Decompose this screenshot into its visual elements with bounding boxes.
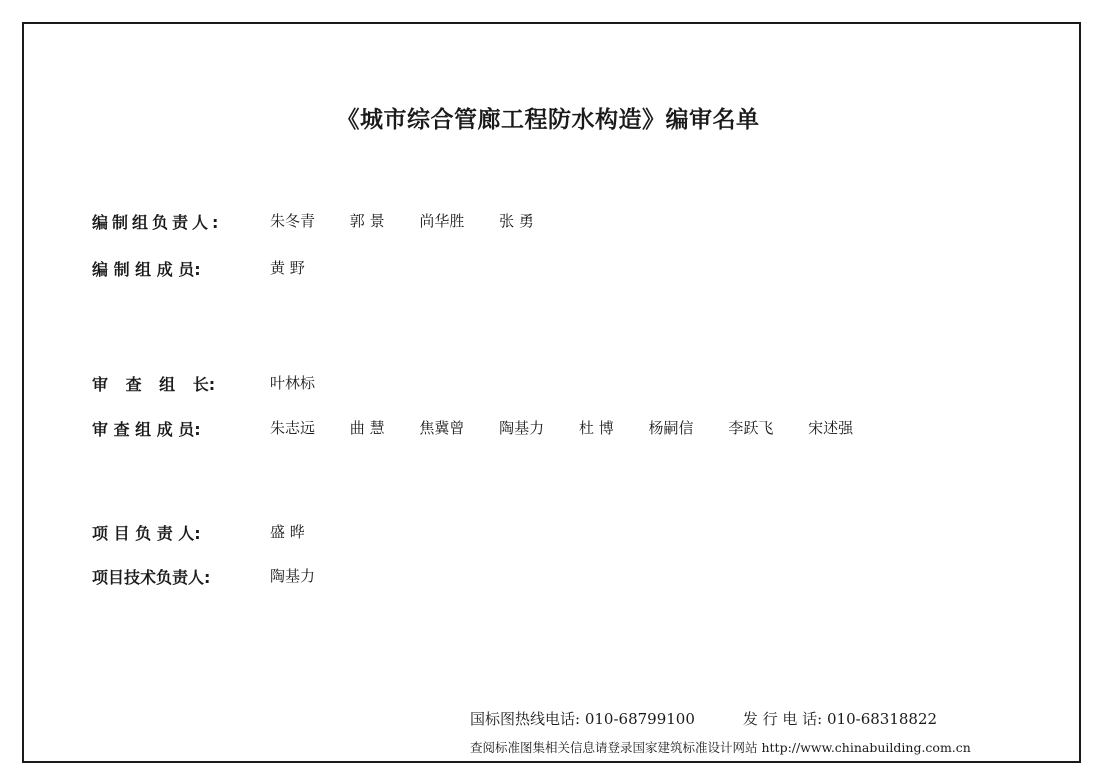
issue-phone-label: 发 行 电 话:	[742, 710, 823, 728]
name: 曲 慧	[349, 419, 385, 437]
issue-phone-number: 010-68318822	[827, 710, 938, 728]
hotline-text: 国标图热线电话: 010-68799100	[470, 710, 695, 728]
name: 朱志远	[270, 419, 316, 437]
label-project-tech-lead: 项目技术负责人:	[92, 568, 211, 587]
name: 杜 博	[578, 419, 614, 437]
name: 尚华胜	[419, 212, 465, 230]
name: 盛 晔	[270, 523, 305, 541]
name: 杨嗣信	[648, 419, 694, 437]
name: 黄 野	[270, 259, 305, 277]
name: 陶基力	[270, 567, 316, 585]
label-compile-lead: 编制组负责人:	[92, 213, 223, 232]
name: 陶基力	[499, 419, 545, 437]
label-review-leader: 审 查 组 长:	[92, 375, 216, 394]
label-project-lead: 项 目 负 责 人:	[92, 524, 201, 543]
label-compile-members: 编 制 组 成 员:	[92, 260, 201, 279]
name: 叶林标	[270, 374, 316, 392]
document-title: 《城市综合管廊工程防水构造》编审名单	[336, 107, 760, 133]
names-project-lead	[270, 521, 335, 542]
names-compile-members	[270, 257, 335, 278]
name: 郭 景	[349, 212, 385, 230]
name: 李跃飞	[728, 419, 774, 437]
names-compile-lead	[270, 210, 564, 231]
name: 宋述强	[808, 419, 854, 437]
footer-notice: 查阅标准图集相关信息请登录国家建筑标准设计网站 http://www.chinabuilding.com.cn	[470, 740, 971, 755]
name: 张 勇	[499, 212, 534, 230]
label-review-members: 审 查 组 成 员:	[92, 420, 201, 439]
names-review-leader	[270, 372, 345, 393]
names-review-members	[270, 417, 883, 438]
footer-phones	[470, 708, 937, 729]
name: 焦冀曾	[419, 419, 465, 437]
name: 朱冬青	[270, 212, 316, 230]
names-project-tech-lead	[270, 565, 345, 586]
